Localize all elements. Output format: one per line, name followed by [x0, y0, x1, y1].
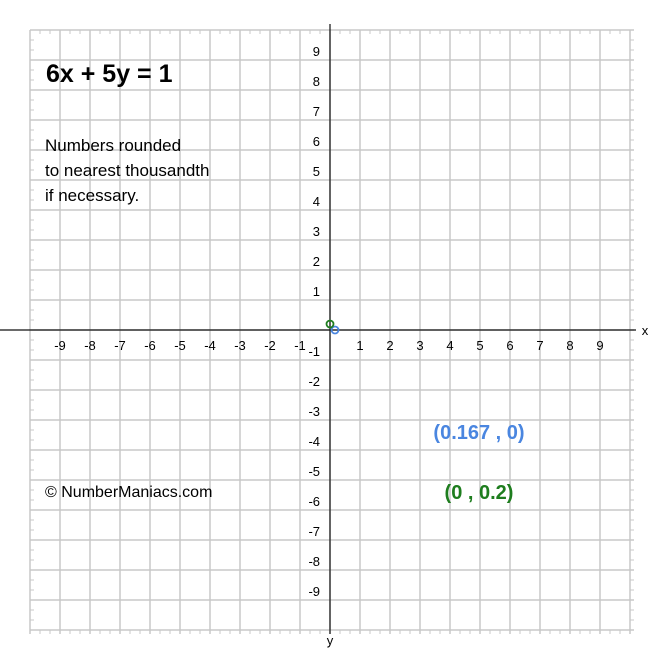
x-axis-label: x — [641, 323, 649, 338]
x-tick-label: -4 — [204, 338, 216, 353]
y-tick-label: -4 — [308, 434, 320, 449]
y-tick-label: 5 — [312, 164, 320, 179]
y-tick-label: 2 — [312, 254, 320, 269]
x-tick-label: -6 — [144, 338, 156, 353]
x-tick-label: 9 — [596, 338, 604, 353]
x-tick-label: -9 — [54, 338, 66, 353]
y-intercept-label: (0 , 0.2) — [444, 482, 514, 504]
x-tick-label: 1 — [356, 338, 364, 353]
x-tick-label: -7 — [114, 338, 126, 353]
x-tick-label: 6 — [506, 338, 514, 353]
x-tick-label: 8 — [566, 338, 574, 353]
y-tick-label: -3 — [308, 404, 320, 419]
y-axis-label: y — [326, 633, 334, 648]
y-tick-label: -9 — [308, 584, 320, 599]
y-tick-label: -6 — [308, 494, 320, 509]
equation-title: 6x + 5y = 1 — [46, 60, 173, 88]
y-tick-label: 4 — [312, 194, 320, 209]
x-intercept-label: (0.167 , 0) — [433, 422, 525, 444]
rounding-note-line: to nearest thousandth — [45, 161, 210, 180]
axes — [0, 24, 649, 648]
y-tick-label: 9 — [312, 44, 320, 59]
intercept-points — [327, 321, 339, 334]
rounding-note — [45, 133, 209, 208]
x-tick-label: 4 — [446, 338, 454, 353]
x-tick-label: 7 — [536, 338, 544, 353]
x-tick-label: -2 — [264, 338, 276, 353]
y-tick-label: -2 — [308, 374, 320, 389]
x-tick-label: -8 — [84, 338, 96, 353]
copyright-credit: © NumberManiacs.com — [45, 484, 213, 501]
y-tick-label: -8 — [308, 554, 320, 569]
y-tick-label: -7 — [308, 524, 320, 539]
x-tick-label: 2 — [386, 338, 394, 353]
y-tick-label: 3 — [312, 224, 320, 239]
y-tick-label: -5 — [308, 464, 320, 479]
x-tick-label: 3 — [416, 338, 424, 353]
rounding-note-line: Numbers rounded — [45, 136, 182, 155]
x-tick-label: -5 — [174, 338, 186, 353]
y-tick-label: -1 — [308, 344, 320, 359]
y-tick-label: 1 — [312, 284, 320, 299]
x-tick-label: -3 — [234, 338, 246, 353]
rounding-note-line: if necessary. — [45, 186, 140, 205]
x-tick-label: 5 — [476, 338, 484, 353]
x-tick-label: -1 — [294, 338, 306, 353]
y-tick-label: 7 — [312, 104, 320, 119]
y-tick-label: 8 — [312, 74, 320, 89]
y-tick-label: 6 — [312, 134, 320, 149]
